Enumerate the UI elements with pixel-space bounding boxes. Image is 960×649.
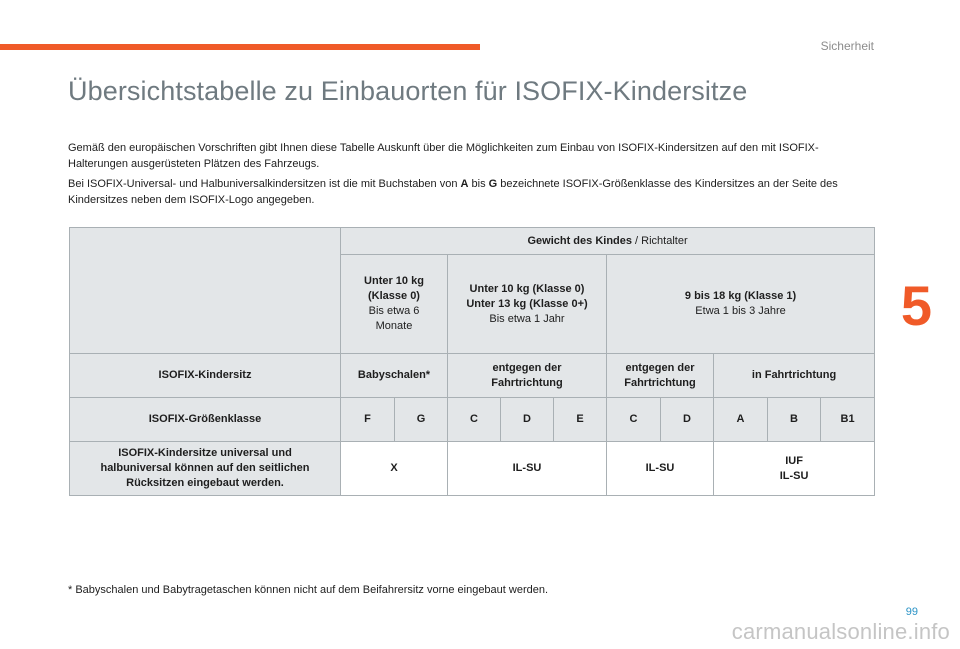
isofix-table [69, 227, 875, 496]
weight-header: Gewicht des Kindes / Richtalter [341, 228, 875, 255]
seat-type-babyschalen: Babyschalen* [341, 354, 448, 398]
size-class-cell: E [554, 398, 607, 442]
group-0-header: Unter 10 kg (Klasse 0) Bis etwa 6 Monate [341, 255, 448, 354]
table-corner-cell [70, 228, 341, 354]
size-class-cell: G [395, 398, 448, 442]
page-number: 99 [905, 606, 918, 618]
size-class-a: A [460, 178, 469, 190]
size-class-cell: B1 [821, 398, 875, 442]
seat-type-rear-facing-0plus: entgegen der Fahrtrichtung [448, 354, 607, 398]
group-0plus-header: Unter 10 kg (Klasse 0) Unter 13 kg (Klasse 0+) Bis etwa 1 Jahr [448, 255, 607, 354]
footnote: * Babyschalen und Babytragetaschen können nicht auf dem Beifahrersitz vorne eingebaut werden. [68, 584, 549, 596]
universal-value-rear-facing: IL-SU [607, 442, 714, 496]
group-1-header: 9 bis 18 kg (Klasse 1) Etwa 1 bis 3 Jahre [607, 255, 875, 354]
universal-value-forward-facing: IUF IL-SU [714, 442, 875, 496]
size-class-cell: A [714, 398, 768, 442]
seat-type-rear-facing-1: entgegen der Fahrtrichtung [607, 354, 714, 398]
size-class-label: ISOFIX-Größenklasse [70, 398, 341, 442]
size-class-cell: D [501, 398, 554, 442]
size-class-cell: B [768, 398, 821, 442]
intro-paragraph-1: Gemäß den europäischen Vorschriften gibt Ihnen diese Tabelle Auskunft über die Möglichkeiten zum Einbau von ISOFIX-Kindersitzen auf den mit ISOFIX-Halterungen ausgerüsteten Plätzen des Fahrzeugs. [68, 142, 819, 170]
size-class-cell: C [607, 398, 661, 442]
chapter-number: 5 [900, 274, 932, 337]
size-class-cell: F [341, 398, 395, 442]
section-label: Sicherheit [820, 39, 874, 53]
page-title: Übersichtstabelle zu Einbauorten für ISOFIX-Kindersitze [68, 76, 748, 106]
size-class-cell: C [448, 398, 501, 442]
seat-type-label: ISOFIX-Kindersitz [70, 354, 341, 398]
size-class-g: G [488, 178, 498, 190]
watermark: carmanualsonline.info [731, 619, 950, 644]
universal-row-label: ISOFIX-Kindersitze universal und halbuniversal können auf den seitlichen Rücksitzen eingebaut werden. [70, 442, 341, 496]
header-accent-bar [0, 44, 480, 50]
intro-paragraph-2: Bei ISOFIX-Universal- und Halbuniversalkindersitzen ist die mit Buchstaben von A bis G bezeichnete ISOFIX-Größenklasse des Kindersitzes an der Seite des Kindersitzes neben dem ISOFIX-Logo angegeben. [68, 178, 838, 206]
seat-type-forward-facing: in Fahrtrichtung [714, 354, 875, 398]
universal-value-group-0plus: IL-SU [448, 442, 607, 496]
size-class-cell: D [661, 398, 714, 442]
universal-value-babyschalen: X [341, 442, 448, 496]
